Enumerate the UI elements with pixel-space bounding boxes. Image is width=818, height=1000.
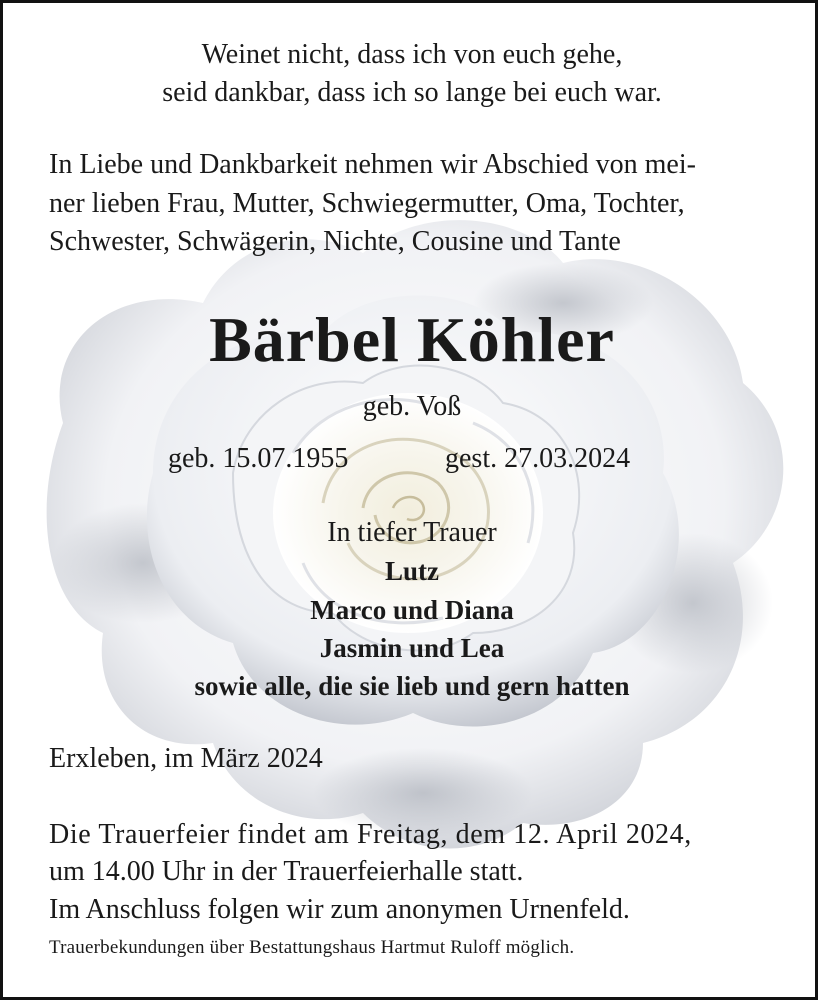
mourner-name: sowie alle, die sie lieb und gern hatten [194,671,630,701]
motto-line-1: Weinet nicht, dass ich von euch gehe, [201,39,623,70]
motto-line-2: seid dankbar, dass ich so lange bei euch war. [162,77,662,108]
deceased-name: Bärbel Köhler [209,304,615,375]
intro-line-3: Schwester, Schwägerin, Nichte, Cousine und Tante [49,226,621,257]
intro-line-1: In Liebe und Dankbarkeit nehmen wir Abschied von mei- [49,149,696,180]
maiden-name: geb. Voß [362,391,462,422]
funeral-info-line-1: Die Trauerfeier findet am Freitag, dem 12. April 2024, [49,819,692,850]
intro-line-2: ner lieben Frau, Mutter, Schwiegermutter, Oma, Tochter, [49,188,685,219]
funeral-info-line-2: um 14.00 Uhr in der Trauerfeierhalle statt. [49,856,524,887]
birth-date: geb. 15.07.1955 [168,443,349,474]
mourner-name: Jasmin und Lea [319,633,505,663]
death-date: gest. 27.03.2024 [445,443,631,474]
condolences-note: Trauerbekundungen über Bestattungshaus Hartmut Ruloff möglich. [49,937,575,958]
funeral-info-line-3: Im Anschluss folgen wir zum anonymen Urnenfeld. [49,894,630,925]
place-date: Erxleben, im März 2024 [49,743,323,774]
mourner-name: Marco und Diana [310,595,514,625]
mourner-name: Lutz [385,556,439,586]
mourners-heading: In tiefer Trauer [327,517,497,548]
